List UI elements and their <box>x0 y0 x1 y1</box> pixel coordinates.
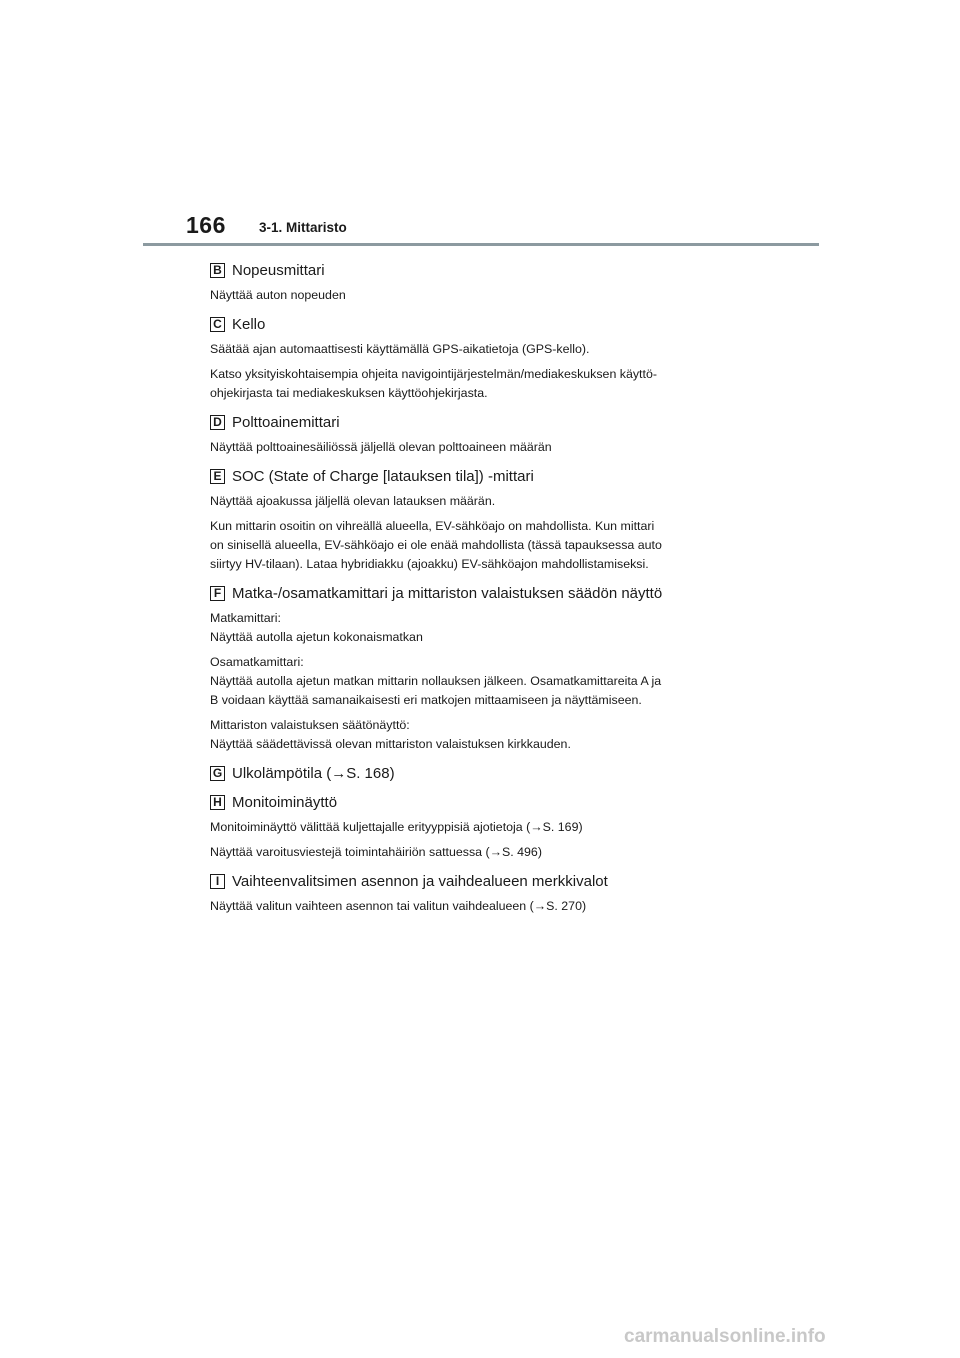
entry-item <box>210 792 770 862</box>
entry-header <box>210 871 770 891</box>
entry-header <box>210 792 770 812</box>
entry-paragraph: Monitoiminäyttö välittää kuljettajalle erityyppisiä ajotietoja (→S. 169) <box>210 820 583 834</box>
entry-paragraph: Näyttää ajoakussa jäljellä olevan latauksen määrän. <box>210 494 496 508</box>
entry-item <box>210 871 770 916</box>
entry-header <box>210 583 770 603</box>
entry-title: Kello <box>232 315 266 333</box>
callout-badge: F <box>210 586 225 601</box>
callout-badge: D <box>210 415 225 430</box>
entry-paragraph: Näyttää varoitusviestejä toimintahäiriön sattuessa (→S. 496) <box>210 845 542 859</box>
section-title: 3-1. Mittaristo <box>259 220 347 235</box>
entry-title: SOC (State of Charge [latauksen tila]) -mittari <box>232 467 534 485</box>
entry-header <box>210 763 770 783</box>
entry-item <box>210 260 770 305</box>
entry-item <box>210 466 770 574</box>
entry-title: Nopeusmittari <box>232 261 325 279</box>
entries-list <box>210 260 770 925</box>
entry-item <box>210 763 770 783</box>
header-divider <box>143 243 819 246</box>
entry-header <box>210 314 770 334</box>
entry-paragraph: Osamatkamittari: Näyttää autolla ajetun matkan mittarin nollauksen jälkeen. Osamatkamittareita A ja B voidaan käyttää samanaikaisesti eri matkojen mittaamiseen ja näyttämiseen. <box>210 655 662 707</box>
entry-item <box>210 412 770 457</box>
entry-paragraph: Näyttää auton nopeuden <box>210 288 346 302</box>
entry-header <box>210 260 770 280</box>
entry-paragraph: Mittariston valaistuksen säätönäyttö: Näyttää säädettävissä olevan mittariston valaistuksen kirkkauden. <box>210 718 571 751</box>
entry-item <box>210 314 770 403</box>
entry-title: Ulkolämpötila (→S. 168) <box>232 764 395 782</box>
entry-title: Vaihteenvalitsimen asennon ja vaihdealueen merkkivalot <box>232 872 608 890</box>
callout-badge: C <box>210 317 225 332</box>
page-number: 166 <box>186 212 226 238</box>
watermark-logo: carmanualsonline.info <box>624 1326 826 1347</box>
entry-paragraph: Näyttää polttoainesäiliössä jäljellä olevan polttoaineen määrän <box>210 440 552 454</box>
callout-badge: E <box>210 469 225 484</box>
entry-item <box>210 583 770 754</box>
entry-paragraph: Kun mittarin osoitin on vihreällä alueella, EV-sähköajo on mahdollista. Kun mittari on sinisellä alueella, EV-sähköajo ei ole enää mahdollista (tässä tapauksessa auto siirtyy HV-tilaan). Lataa hybridiakku (ajoakku) EV-sähköajon mahdollistamiseksi. <box>210 519 662 571</box>
callout-badge: I <box>210 874 225 889</box>
callout-badge: H <box>210 795 225 810</box>
entry-title: Polttoainemittari <box>232 413 340 431</box>
entry-header <box>210 412 770 432</box>
entry-header <box>210 466 770 486</box>
entry-title: Matka-/osamatkamittari ja mittariston valaistuksen säädön näyttö <box>232 584 663 602</box>
entry-title: Monitoiminäyttö <box>232 793 338 811</box>
entry-paragraph: Säätää ajan automaattisesti käyttämällä GPS-aikatietoja (GPS-kello). <box>210 342 590 356</box>
entry-paragraph: Katso yksityiskohtaisempia ohjeita navigointijärjestelmän/mediakeskuksen käyttö- ohjekirjasta tai mediakeskuksen käyttöohjekirjasta. <box>210 367 657 400</box>
entry-paragraph: Näyttää valitun vaihteen asennon tai valitun vaihdealueen (→S. 270) <box>210 899 587 913</box>
entry-paragraph: Matkamittari: Näyttää autolla ajetun kokonaismatkan <box>210 611 423 644</box>
callout-badge: B <box>210 263 225 278</box>
callout-badge: G <box>210 766 225 781</box>
